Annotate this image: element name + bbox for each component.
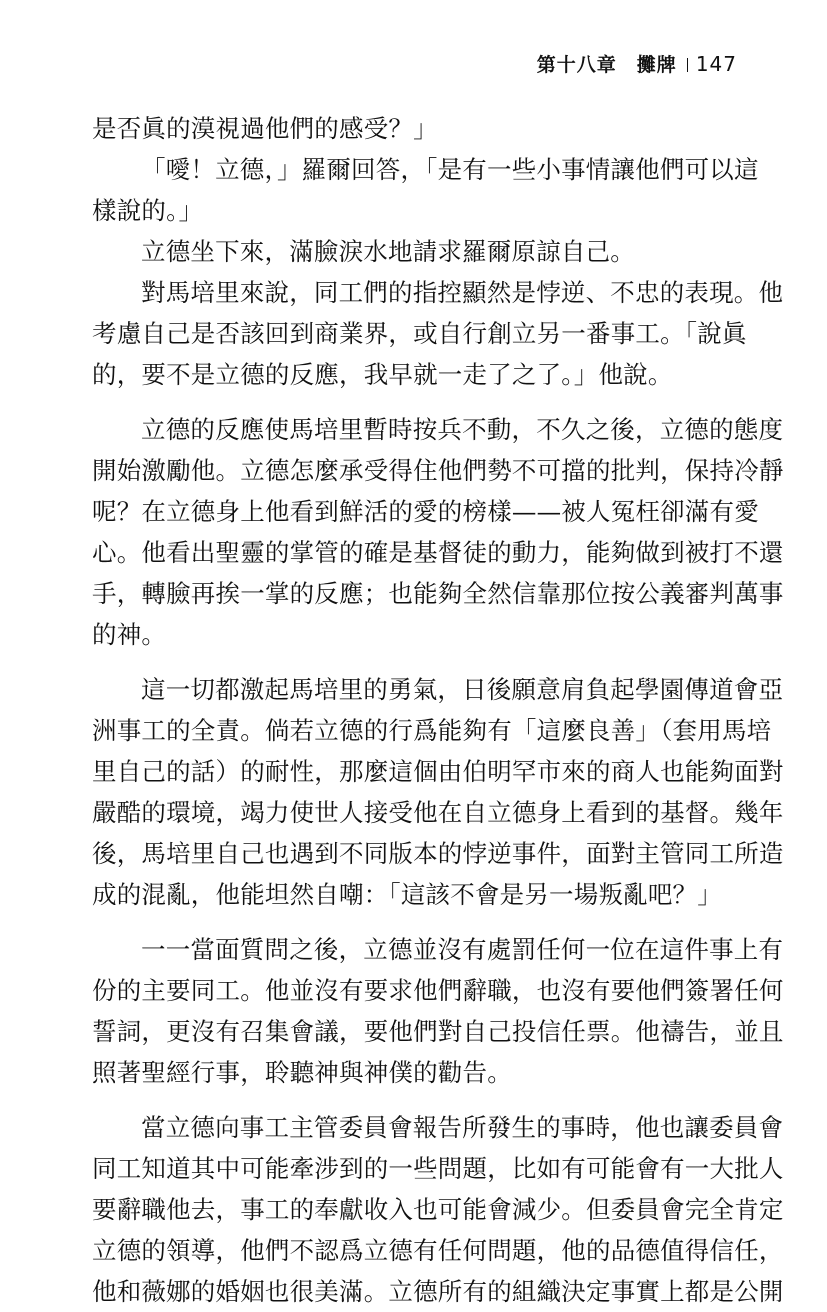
text-line: 成的混亂，他能坦然自嘲：「這該不會是另一場叛亂吧？」 xyxy=(92,880,722,909)
text-line: 樣說的。」 xyxy=(92,196,204,225)
text-line: 立德的領導，他們不認爲立德有任何問題，他的品德值得信任， xyxy=(92,1236,784,1265)
text-line: 對馬培里來說，同工們的指控顯然是悖逆、不忠的表現。他 xyxy=(141,278,784,307)
text-line: 誓詞，更沒有召集會議，要他們對自己投信任票。他禱告，並且 xyxy=(92,1017,784,1046)
text-line: 是否眞的漠視過他們的感受？」 xyxy=(92,114,438,143)
text-line: 考慮自己是否該回到商業界，或自行創立另一番事工。「說眞 xyxy=(92,319,747,348)
paragraph xyxy=(92,929,784,1093)
chapter-title: 第十八章 攤牌 xyxy=(536,54,677,76)
text-line: 這一切都激起馬培里的勇氣，日後願意肩負起學園傳道會亞 xyxy=(141,675,784,704)
text-line: 的神。 xyxy=(92,620,167,649)
text-line: 手，轉臉再挨一掌的反應；也能夠全然信靠那位按公義審判萬事 xyxy=(92,579,784,608)
text-line: 洲事工的全責。倘若立德的行爲能夠有「這麼良善」（套用馬培 xyxy=(92,716,772,745)
text-line: 照著聖經行事，聆聽神與神僕的勸告。 xyxy=(92,1058,512,1087)
text-line: 呢？在立德身上他看到鮮活的愛的榜樣——被人冤枉卻滿有愛 xyxy=(92,497,759,526)
paragraph xyxy=(92,409,784,655)
text-line: 立德坐下來，滿臉淚水地請求羅爾原諒自己。 xyxy=(141,237,635,266)
text-line: 立德的反應使馬培里暫時按兵不動，不久之後，立德的態度 xyxy=(141,415,784,444)
paragraph-gap xyxy=(92,1093,738,1107)
paragraph xyxy=(92,669,784,915)
text-line: 一一當面質問之後，立德並沒有處罰任何一位在這件事上有 xyxy=(141,935,784,964)
text-line: 要辭職他去，事工的奉獻收入也可能會減少。但委員會完全肯定 xyxy=(92,1195,784,1224)
text-line: 份的主要同工。他並沒有要求他們辭職，也沒有要他們簽署任何 xyxy=(92,976,784,1005)
text-line: 當立德向事工主管委員會報告所發生的事時，他也讓委員會 xyxy=(141,1113,784,1142)
text-line: 他和薇娜的婚姻也很美滿。立德所有的組織決定事實上都是公開 xyxy=(92,1277,784,1306)
paragraph xyxy=(92,149,759,231)
paragraph-gap xyxy=(92,655,738,669)
body-text xyxy=(92,108,784,1312)
text-line: 同工知道其中可能牽涉到的一些問題，比如有可能會有一大批人 xyxy=(92,1154,784,1183)
paragraph-gap xyxy=(92,395,738,409)
text-line: 心。他看出聖靈的掌管的確是基督徒的動力，能夠做到被打不還 xyxy=(92,538,784,567)
text-line: 後，馬培里自己也遇到不同版本的悖逆事件，面對主管同工所造 xyxy=(92,839,784,868)
text-line: 開始激勵他。立德怎麼承受得住他們勢不可擋的批判，保持冷靜 xyxy=(92,456,784,485)
header-separator xyxy=(687,58,688,72)
paragraph xyxy=(92,1107,784,1312)
paragraph xyxy=(92,231,738,272)
page-number: 147 xyxy=(695,52,737,76)
paragraph xyxy=(92,272,784,395)
text-line: 的，要不是立德的反應，我早就一走了之了。」他說。 xyxy=(92,360,673,389)
running-header xyxy=(537,50,737,80)
paragraph-gap xyxy=(92,915,738,929)
text-line: 里自己的話）的耐性，那麼這個由伯明罕市來的商人也能夠面對 xyxy=(92,757,784,786)
text-line: 嚴酷的環境，竭力使世人接受他在自立德身上看到的基督。幾年 xyxy=(92,798,784,827)
text-line: 「噯！立德，」羅爾回答，「是有一些小事情讓他們可以這 xyxy=(141,155,759,184)
paragraph xyxy=(92,108,738,149)
